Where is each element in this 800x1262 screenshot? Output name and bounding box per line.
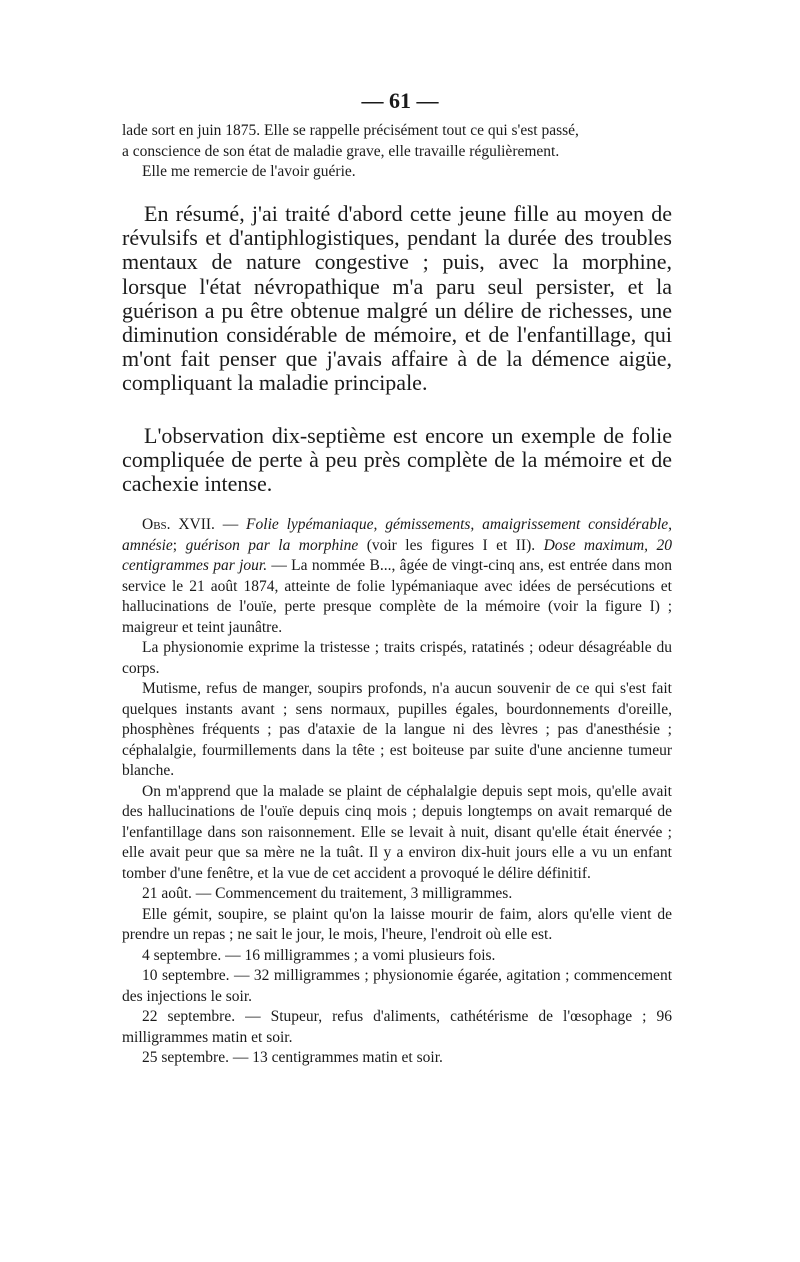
observation-intro-block (122, 424, 672, 497)
page-number: — 61 — (361, 88, 439, 113)
obs17-separator: ; (172, 536, 186, 554)
obs17-dash: — (214, 516, 247, 533)
resume-paragraph-block (122, 202, 672, 396)
entry-10-septembre: 10 septembre. — 32 milligrammes ; physionomie égarée, agitation ; commencement des injections le soir. (122, 967, 672, 1005)
obs17-dose: Dose maximum, 20 centigrammes par jour. (122, 536, 673, 574)
obs17-paragraph (122, 515, 672, 638)
obs17-body: — La nommée B..., âgée de vingt-cinq ans, est entrée dans mon service le 21 août 1874, atteinte de folie lypémaniaque avec idées de persécutions et hallucinations de l'ouïe, perte presque complète de la mémoire (voir la figure I) ; maigreur et teint jaunâtre. (122, 557, 672, 636)
obs17-treatment: guérison par la morphine (185, 536, 359, 554)
paragraph-antecedents: On m'apprend que la malade se plaint de céphalalgie depuis sept mois, qu'elle avait des hallucinations de l'ouïe depuis cinq mois ; depuis longtemps on avait remarqué de l'enfantillage dans son raisonnement. Elle se levait à nuit, disant qu'elle était énervée ; elle avait peur que sa mère ne la tuât. Il y a environ dix-huit jours elle a vu un enfant tomber d'une fenêtre, et la vue de cet accident a provoqué le délire définitif. (122, 782, 672, 882)
entry-22-septembre: 22 septembre. — Stupeur, refus d'aliments, cathétérisme de l'œsophage ; 96 milligrammes matin et soir. (122, 1008, 672, 1046)
intro-line-1: lade sort en juin 1875. Elle se rappelle précisément tout ce qui s'est passé, (122, 122, 579, 139)
intro-text (122, 121, 672, 183)
paragraph-physionomie: La physionomie exprime la tristesse ; traits crispés, ratatinés ; odeur désagréable du corps. (122, 639, 672, 677)
intro-line-2: a conscience de son état de maladie grave, elle travaille régulièrement. (122, 142, 560, 160)
obs17-label: Obs. XVII. (142, 516, 215, 533)
obs17-title: Folie lypémaniaque, gémissements, amaigrissement considérable, amnésie (122, 516, 673, 554)
entry-21-aout: 21 août. — Commencement du traitement, 3 milligrammes. (142, 885, 513, 902)
intro-line-3: Elle me remercie de l'avoir guérie. (142, 163, 356, 180)
observation-intro: L'observation dix-septième est encore un exemple de folie compliquée de perte à peu près complète de la mémoire et de cachexie intense. (122, 423, 672, 497)
obs17-figures: (voir les figures I et II). (358, 536, 544, 554)
entry-4-septembre: 4 septembre. — 16 milligrammes ; a vomi plusieurs fois. (142, 946, 496, 964)
resume-paragraph: En résumé, j'ai traité d'abord cette jeune fille au moyen de révulsifs et d'antiphlogistiques, pendant la durée des troubles mentaux de nature congestive ; puis, avec la morphine, lorsque l'état névropathique m'a paru seul persister, et la guérison a pu être obtenue malgré un délire de richesses, une diminution considérable de mémoire, et de l'enfantillage, qui m'ont fait penser que j'avais affaire à de la démence aigüe, compliquant la maladie principale. (122, 201, 672, 396)
paragraph-mutisme: Mutisme, refus de manger, soupirs profonds, n'a aucun souvenir de ce qui s'est fait quelques instants avant ; sens normaux, pupilles égales, bourdonnements d'oreille, phosphènes fréquents ; pas d'ataxie de la langue ni des lèvres ; pas d'anesthésie ; céphalalgie, fourmillements dans la tête ; est boiteuse par suite d'une ancienne tumeur blanche. (122, 680, 672, 779)
entry-25-septembre: 25 septembre. — 13 centigrammes matin et soir. (142, 1049, 443, 1066)
observation-17 (122, 515, 672, 1069)
paragraph-gemit: Elle gémit, soupire, se plaint qu'on la laisse mourir de faim, alors qu'elle vient de prendre un repas ; ne sait le jour, le mois, l'heure, l'endroit où elle est. (122, 905, 672, 943)
